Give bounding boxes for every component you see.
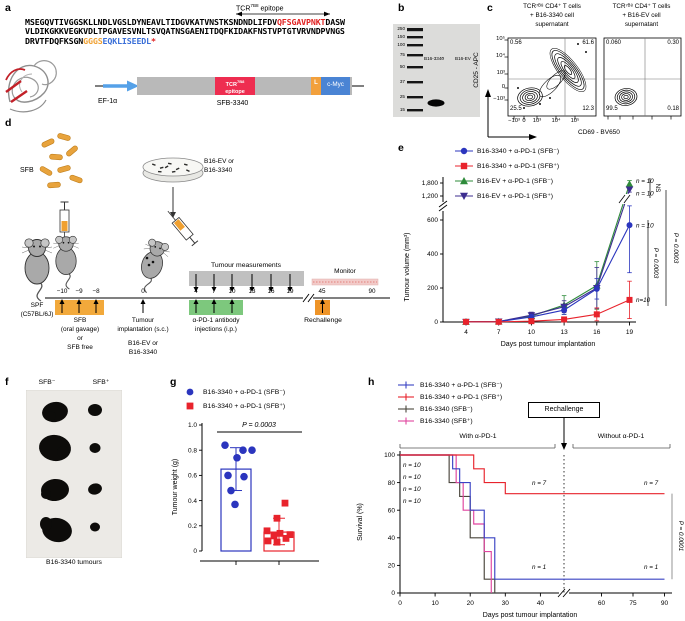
flow-xtick: 10⁵ bbox=[570, 118, 580, 124]
implant-label-2: implantation (s.c.) bbox=[117, 326, 169, 333]
timeline-tick: 16 bbox=[267, 288, 275, 295]
flow-ytick: 0 bbox=[501, 84, 505, 90]
timeline-tick: 45 bbox=[318, 288, 326, 295]
svg-text:60: 60 bbox=[387, 507, 395, 515]
sequence-segment: VLDIKGKKVEGKVDLTPGAVESVNLTSVQATNSGAENITDQFKIDAKFNSTVPTGTVRVNDPVNGS bbox=[25, 26, 345, 37]
panel-a-label: a bbox=[5, 2, 11, 14]
flow-ytick: 10³ bbox=[496, 70, 505, 76]
svg-text:75: 75 bbox=[629, 600, 637, 607]
quad-tr: 0.30 bbox=[667, 40, 679, 46]
ladder-label: 37 bbox=[399, 79, 405, 84]
legend-marker-icon bbox=[181, 387, 199, 397]
svg-text:n = 10: n = 10 bbox=[636, 178, 654, 185]
svg-text:40: 40 bbox=[387, 535, 395, 542]
panel-f-label: f bbox=[5, 376, 9, 388]
svg-text:10: 10 bbox=[431, 600, 439, 607]
svg-text:Tumour volume (mm³): Tumour volume (mm³) bbox=[404, 232, 411, 302]
sfb-label: SFB bbox=[20, 167, 34, 174]
timeline-tick: −10 bbox=[56, 288, 68, 295]
epitope-annotation: $TCR^{7B8}$ epitope bbox=[236, 3, 284, 13]
ladder-label: 25 bbox=[399, 94, 405, 99]
rechallenge-label: Rechallenge bbox=[304, 317, 342, 324]
svg-text:0.6: 0.6 bbox=[187, 472, 197, 480]
svg-text:20: 20 bbox=[387, 562, 395, 570]
panel-g-label: g bbox=[170, 376, 177, 388]
pd1-label-1: α-PD-1 antibody bbox=[192, 317, 240, 324]
cmyc-label: c-Myc bbox=[327, 81, 344, 88]
rechallenge-callout: Rechallenge bbox=[528, 402, 600, 418]
growth-legend bbox=[455, 146, 559, 206]
legend-item bbox=[455, 176, 559, 186]
survival-chart bbox=[352, 396, 685, 621]
svg-text:0.2: 0.2 bbox=[187, 523, 197, 530]
ladder-label: 150 bbox=[397, 34, 405, 39]
svg-text:Survival (%): Survival (%) bbox=[357, 503, 364, 541]
svg-text:16: 16 bbox=[593, 329, 601, 336]
legend-label: B16-EV + α-PD-1 (SFB⁺) bbox=[477, 193, 554, 200]
svg-text:NS: NS bbox=[654, 183, 661, 193]
quad-bl: 99.5 bbox=[606, 106, 618, 112]
legend-label: B16-3340 (SFB⁺) bbox=[420, 418, 473, 425]
svg-text:13: 13 bbox=[560, 329, 568, 336]
cells-label-2: B16-3340 bbox=[128, 349, 158, 356]
tumour-photo bbox=[26, 390, 122, 558]
timeline-tick: −8 bbox=[92, 288, 100, 295]
gavage-label-1: SFB bbox=[73, 317, 87, 324]
measurements-label: Tumour measurements bbox=[210, 262, 281, 269]
sequence-segment: GGGS bbox=[83, 35, 103, 46]
flow-ylabel: CD25 - APC bbox=[473, 52, 480, 88]
spf-mouse-icon bbox=[22, 239, 52, 301]
quad-tr: 61.6 bbox=[582, 40, 594, 46]
promoter-arrow-icon bbox=[103, 81, 139, 92]
n-label: n = 10 bbox=[403, 486, 421, 493]
timeline-tick: 13 bbox=[248, 288, 256, 295]
sequence-segment: MSEGQVTIVGGSKLLNDLVGSLDYNEAVLTIDGVKATVNSTKSNDNDLIFDV bbox=[25, 17, 277, 27]
timeline-tick: −9 bbox=[75, 288, 83, 295]
dish-label-1: B16-EV or bbox=[204, 158, 234, 165]
panel-h-label: h bbox=[368, 376, 375, 388]
flow-xtick: 10⁴ bbox=[551, 118, 561, 124]
legend-label: B16-3340 + α-PD-1 (SFB⁺) bbox=[203, 402, 286, 410]
monitor-label: Monitor bbox=[334, 268, 356, 275]
svg-text:0: 0 bbox=[193, 548, 197, 556]
sfb-neg-column-label: SFB⁻ bbox=[38, 379, 56, 386]
legend-item bbox=[455, 146, 559, 156]
legend-item bbox=[181, 387, 285, 397]
panel-c-label: c bbox=[487, 2, 493, 14]
svg-text:0.4: 0.4 bbox=[187, 497, 197, 505]
legend-label: B16-3340 + α-PD-1 (SFB⁻) bbox=[477, 148, 560, 155]
gavaged-mouse-icon bbox=[53, 236, 79, 289]
quad-tl: 0.060 bbox=[606, 40, 622, 46]
quad-br: 0.18 bbox=[667, 106, 679, 112]
legend-marker-icon bbox=[398, 404, 416, 414]
gavage-label-3: or bbox=[77, 335, 83, 342]
flow-xtick: 10³ bbox=[532, 118, 542, 124]
timeline-tick: 0 bbox=[141, 288, 145, 295]
svg-text:4: 4 bbox=[464, 329, 468, 336]
svg-text:90: 90 bbox=[660, 600, 669, 607]
n1-mid-label: n = 1 bbox=[532, 564, 547, 571]
svg-text:Tumour weight (g): Tumour weight (g) bbox=[172, 458, 179, 516]
svg-text:80: 80 bbox=[387, 479, 395, 487]
svg-text:P = 0.0003: P = 0.0003 bbox=[242, 422, 276, 429]
svg-text:P = 0.0001: P = 0.0001 bbox=[677, 520, 684, 552]
legend-item bbox=[398, 392, 502, 402]
implanted-mouse-icon bbox=[131, 237, 172, 295]
svg-text:0: 0 bbox=[398, 600, 402, 607]
protein-band bbox=[428, 99, 445, 106]
quad-br: 12.3 bbox=[582, 106, 594, 112]
flow-ytick: −10³ bbox=[493, 96, 505, 102]
gavage-label-2: (oral gavage) bbox=[60, 326, 100, 333]
construct-label: SFB-3340 bbox=[216, 100, 249, 107]
svg-text:600: 600 bbox=[427, 217, 438, 225]
quad-tl: 0.56 bbox=[510, 40, 522, 46]
legend-item bbox=[398, 404, 502, 414]
svg-text:1.0: 1.0 bbox=[187, 422, 197, 430]
svg-text:Days post tumour implantation: Days post tumour implantation bbox=[482, 612, 578, 619]
ladder-label: 50 bbox=[399, 64, 405, 69]
with-pd1-label: With α-PD-1 bbox=[459, 433, 497, 440]
svg-text:n = 10: n = 10 bbox=[636, 222, 654, 230]
sfb-bacteria-icon bbox=[39, 133, 83, 188]
measurement-window-box bbox=[189, 271, 304, 286]
svg-text:n=10: n=10 bbox=[636, 297, 651, 304]
legend-item bbox=[398, 380, 502, 390]
legend-marker-icon bbox=[455, 161, 473, 171]
legend-label: B16-3340 + α-PD-1 (SFB⁺) bbox=[477, 163, 560, 170]
panel-e-label: e bbox=[398, 142, 404, 154]
quad-bl: 25.5 bbox=[510, 106, 522, 112]
legend-item bbox=[398, 416, 502, 426]
ladder-label: 75 bbox=[399, 52, 405, 57]
svg-text:Days post tumour implantation: Days post tumour implantation bbox=[500, 341, 596, 348]
protein-ribbon-icon bbox=[6, 61, 56, 112]
timeline-tick: 90 bbox=[368, 288, 376, 295]
n-label: n = 10 bbox=[403, 474, 421, 481]
timeline-tick: 10 bbox=[228, 288, 236, 295]
legend-item bbox=[455, 191, 559, 201]
gavage-label-4: SFB free bbox=[67, 344, 93, 351]
legend-marker-icon bbox=[398, 392, 416, 402]
legend-marker-icon bbox=[455, 191, 473, 201]
ladder-label: 100 bbox=[397, 42, 405, 47]
flow-ytick: 10⁵ bbox=[496, 36, 505, 42]
svg-text:7: 7 bbox=[496, 329, 501, 336]
without-pd1-label: Without α-PD-1 bbox=[597, 433, 645, 440]
legend-label: B16-3340 + α-PD-1 (SFB⁻) bbox=[203, 389, 286, 396]
svg-text:400: 400 bbox=[427, 251, 438, 259]
tumour-weight-chart bbox=[137, 410, 345, 578]
lane-label-b16-ev: B16-EV bbox=[455, 56, 471, 61]
legend-label: B16-EV + α-PD-1 (SFB⁻) bbox=[477, 178, 554, 185]
sequence-segment: QFSGAVPNKT bbox=[276, 17, 326, 27]
n1-end-label: n = 1 bbox=[644, 564, 659, 571]
flow-title-right-3: supernatant bbox=[624, 21, 659, 28]
weight-legend bbox=[181, 387, 285, 414]
dish-label-2: B16-3340 bbox=[204, 167, 233, 174]
svg-text:100: 100 bbox=[384, 452, 395, 460]
injection-syringe-icon bbox=[164, 208, 198, 246]
lane-label-b16-3340: B16-3340 bbox=[424, 56, 444, 61]
timeline-tick: 4 bbox=[194, 288, 198, 295]
panel-b-label: b bbox=[398, 2, 405, 14]
flow-title-left-3: supernatant bbox=[535, 21, 569, 28]
legend-label: B16-3340 + α-PD-1 (SFB⁺) bbox=[420, 394, 503, 401]
timeline-tick: 7 bbox=[212, 288, 216, 295]
ladder-label: 15 bbox=[399, 107, 405, 112]
legend-label: B16-3340 (SFB⁻) bbox=[420, 406, 473, 413]
svg-text:60: 60 bbox=[597, 600, 606, 607]
tumour-photo-caption: B16-3340 tumours bbox=[46, 559, 102, 566]
cells-label-1: B16-EV or bbox=[128, 340, 158, 347]
linker-label: L bbox=[314, 80, 318, 86]
legend-item bbox=[455, 161, 559, 171]
svg-text:P = 0.0003: P = 0.0003 bbox=[672, 232, 679, 264]
n-label: n = 10 bbox=[403, 498, 421, 505]
flow-title-left-2: + B16-3340 cell bbox=[530, 12, 574, 19]
sequence-segment: * bbox=[151, 35, 156, 46]
survival-legend bbox=[398, 380, 502, 428]
n7-mid-label: n = 7 bbox=[532, 480, 547, 487]
legend-label: B16-3340 + α-PD-1 (SFB⁻) bbox=[420, 382, 503, 389]
flow-title-left-1: TCR⁷ᴮ⁸ CD4⁺ T cells bbox=[523, 3, 581, 10]
flow-xtick: −10³ bbox=[508, 118, 520, 124]
flow-title-right-2: + B16-EV cell bbox=[622, 12, 661, 19]
legend-marker-icon bbox=[455, 176, 473, 186]
legend-item bbox=[181, 401, 285, 411]
svg-text:0: 0 bbox=[391, 590, 395, 598]
svg-text:P = 0.0003: P = 0.0003 bbox=[652, 247, 659, 279]
flow-xlabel: CD69 - BV650 bbox=[578, 129, 620, 136]
n-label: n = 10 bbox=[403, 462, 421, 469]
svg-text:200: 200 bbox=[427, 285, 438, 293]
sequence-segment: EQKLISEEDL bbox=[102, 35, 151, 46]
petri-dish-icon bbox=[143, 158, 203, 182]
spf-label-2: (C57BL/6J) bbox=[20, 311, 54, 318]
svg-text:30: 30 bbox=[501, 600, 509, 607]
svg-text:10: 10 bbox=[527, 329, 536, 336]
flow-title-right-1: TCR⁷ᴮ⁸ CD4⁺ T cells bbox=[612, 3, 671, 10]
pd1-label-2: injections (i.p.) bbox=[195, 326, 237, 333]
protein-sequence bbox=[25, 18, 345, 46]
flow-xtick: 0 bbox=[522, 118, 526, 124]
ladder-label: 250 bbox=[397, 26, 405, 31]
promoter-label: EF-1α bbox=[98, 98, 118, 105]
legend-marker-icon bbox=[398, 380, 416, 390]
n7-end-label: n = 7 bbox=[644, 480, 659, 487]
legend-marker-icon bbox=[181, 401, 199, 411]
legend-marker-icon bbox=[455, 146, 473, 156]
spf-label-1: SPF bbox=[30, 302, 44, 309]
svg-text:40: 40 bbox=[536, 600, 545, 607]
western-blot bbox=[393, 24, 480, 117]
panel-d-label: d bbox=[5, 117, 12, 129]
timeline-tick: 19 bbox=[286, 288, 294, 295]
svg-text:1,200: 1,200 bbox=[421, 193, 438, 201]
svg-text:0: 0 bbox=[434, 319, 438, 327]
sfb-pos-column-label: SFB⁺ bbox=[92, 379, 110, 386]
legend-marker-icon bbox=[398, 416, 416, 426]
svg-text:0.8: 0.8 bbox=[187, 447, 197, 455]
epitope-box-label: $TCR^{7B8}$ epitope bbox=[225, 79, 245, 96]
sequence-segment: DASW bbox=[325, 17, 345, 27]
svg-text:20: 20 bbox=[466, 600, 474, 607]
svg-text:1,800: 1,800 bbox=[421, 180, 438, 188]
svg-text:19: 19 bbox=[625, 329, 634, 336]
flow-ytick: 10⁴ bbox=[496, 53, 505, 59]
svg-text:n = 10: n = 10 bbox=[636, 190, 654, 198]
implant-label-1: Tumour bbox=[131, 317, 155, 324]
sequence-segment: DRVTFDQFKSGN bbox=[25, 35, 84, 46]
